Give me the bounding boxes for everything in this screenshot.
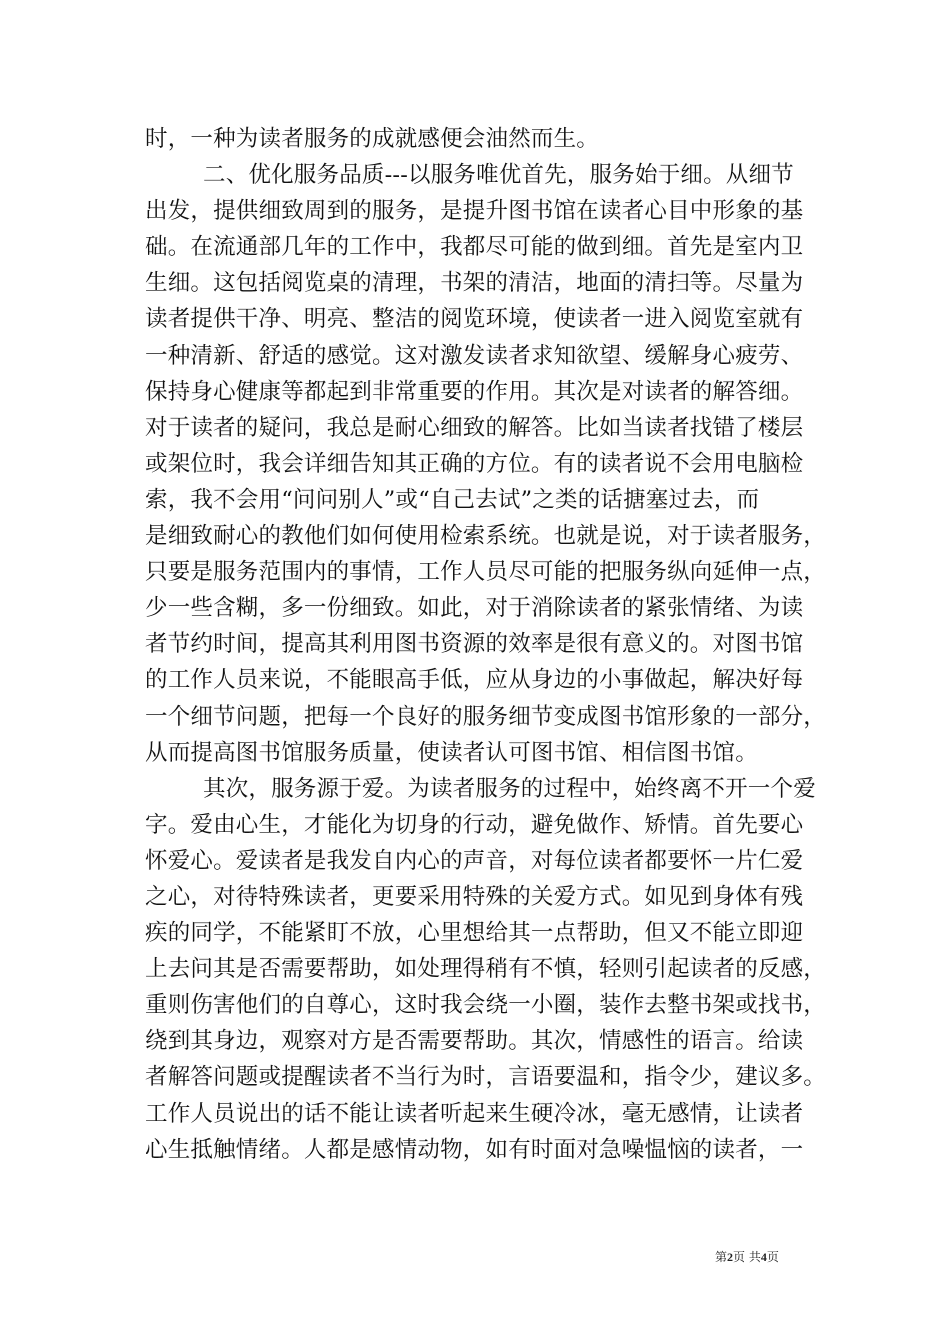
body-text	[145, 121, 827, 1168]
text-line: 其次，服务源于爱。为读者服务的过程中，始终离不开一个爱	[203, 775, 816, 802]
text-line: 者解答问题或提醒读者不当行为时，言语要温和，指令少，建议多。	[145, 1064, 827, 1091]
text-line: 时，一种为读者服务的成就感便会油然而生。	[145, 126, 600, 152]
text-line: 索，我不会用“问问别人”或“自己去试”之类的话搪塞过去，而	[145, 486, 760, 513]
text-line: 少一些含糊，多一份细致。如此，对于消除读者的紧张情绪、为读	[145, 595, 804, 622]
text-line: 之心，对待特殊读者，更要采用特殊的关爱方式。如见到身体有残	[145, 883, 804, 910]
text-line: 绕到其身边，观察对方是否需要帮助。其次，情感性的语言。给读	[145, 1028, 804, 1055]
text-line: 怀爱心。爱读者是我发自内心的声音，对每位读者都要怀一片仁爱	[145, 847, 804, 874]
text-line: 是细致耐心的教他们如何使用检索系统。也就是说，对于读者服务，	[145, 523, 827, 550]
text-line: 疾的同学，不能紧盯不放，心里想给其一点帮助，但又不能立即迎	[145, 920, 804, 947]
text-line: 的工作人员来说，不能眼高手低，应从身边的小事做起，解决好每	[145, 667, 804, 694]
text-line: 保持身心健康等都起到非常重要的作用。其次是对读者的解答细。	[145, 378, 804, 405]
page-footer	[715, 1248, 855, 1266]
footer-prefix: 第	[715, 1250, 728, 1264]
text-line: 字。爱由心生，才能化为切身的行动，避免做作、矫情。首先要心	[145, 811, 804, 838]
text-line: 二、优化服务品质---以服务唯优首先，服务始于细。从细节	[203, 162, 794, 189]
current-page-number: 2	[727, 1250, 734, 1264]
total-pages-number: 4	[760, 1250, 767, 1264]
text-line: 生细。这包括阅览桌的清理，书架的清洁，地面的清扫等。尽量为	[145, 270, 804, 297]
text-line: 或架位时，我会详细告知其正确的方位。有的读者说不会用电脑检	[145, 450, 804, 477]
text-line: 重则伤害他们的自尊心，这时我会绕一小圈，装作去整书架或找书，	[145, 992, 827, 1019]
text-line: 出发，提供细致周到的服务，是提升图书馆在读者心目中形象的基	[145, 198, 804, 225]
text-line: 从而提高图书馆服务质量，使读者认可图书馆、相信图书馆。	[145, 739, 758, 766]
text-line: 础。在流通部几年的工作中，我都尽可能的做到细。首先是室内卫	[145, 234, 804, 261]
text-line: 心生抵触情绪。人都是感情动物，如有时面对急噪愠恼的读者，一	[145, 1136, 804, 1163]
text-line: 工作人员说出的话不能让读者听起来生硬冷冰，毫无感情，让读者	[145, 1100, 804, 1127]
footer-suffix: 页	[766, 1250, 779, 1264]
footer-middle: 页 共	[733, 1250, 761, 1264]
text-line: 一种清新、舒适的感觉。这对激发读者求知欲望、缓解身心疲劳、	[145, 342, 804, 369]
text-line: 读者提供干净、明亮、整洁的阅览环境，使读者一进入阅览室就有	[145, 306, 804, 333]
text-line: 上去问其是否需要帮助，如处理得稍有不慎，轻则引起读者的反感，	[145, 956, 827, 983]
text-line: 只要是服务范围内的事情，工作人员尽可能的把服务纵向延伸一点，	[145, 559, 827, 586]
text-line: 对于读者的疑问，我总是耐心细致的解答。比如当读者找错了楼层	[145, 414, 804, 441]
text-line: 者节约时间，提高其利用图书资源的效率是很有意义的。对图书馆	[145, 631, 804, 658]
text-line: 一个细节问题，把每一个良好的服务细节变成图书馆形象的一部分，	[145, 703, 827, 730]
